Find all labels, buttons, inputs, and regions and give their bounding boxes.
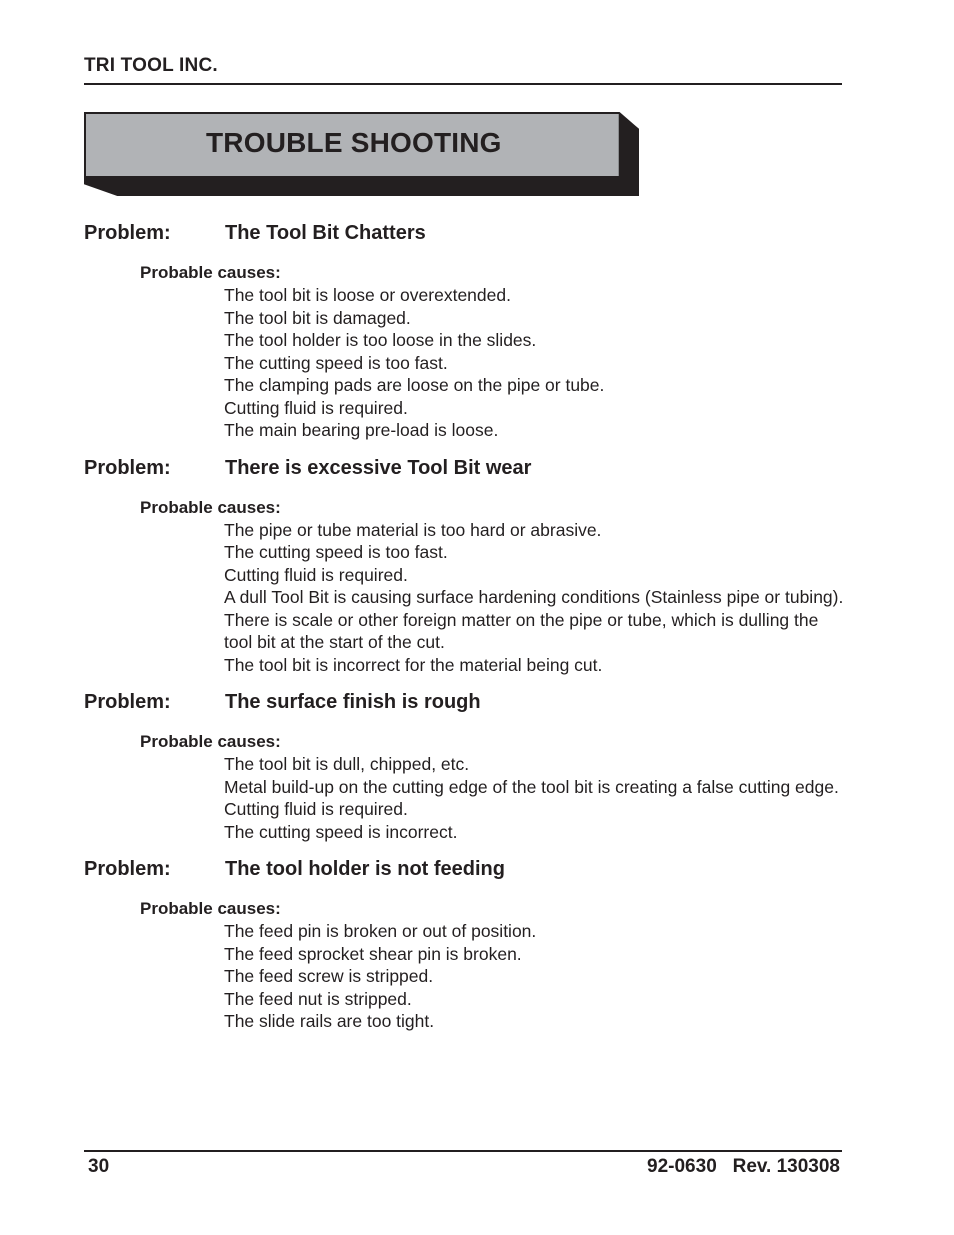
cause-item: The feed screw is stripped.	[224, 966, 434, 986]
cause-item: The clamping pads are loose on the pipe or tube.	[224, 375, 605, 395]
cause-item: The feed pin is broken or out of position.	[224, 921, 537, 941]
cause-item: Cutting fluid is required.	[224, 564, 408, 585]
causes-list	[84, 284, 844, 442]
cause-item: Cutting fluid is required.	[224, 799, 408, 819]
problem-section	[84, 855, 844, 1033]
footer-divider	[84, 1150, 842, 1152]
problem-heading	[84, 688, 844, 716]
causes-list	[84, 519, 844, 677]
cause-item: The tool bit is loose or overextended.	[224, 285, 511, 305]
causes-label: Probable causes:	[140, 497, 281, 517]
problem-heading	[84, 454, 844, 482]
causes-label: Probable causes:	[140, 263, 281, 282]
problem-section	[84, 454, 844, 677]
cause-item: The pipe or tube material is too hard or abrasive.	[224, 519, 602, 540]
cause-item: The cutting speed is too fast.	[224, 542, 448, 562]
causes-label: Probable causes:	[140, 732, 281, 751]
cause-item: The tool bit is damaged.	[224, 307, 411, 328]
cause-item: The feed sprocket shear pin is broken.	[224, 943, 522, 964]
header-divider	[84, 83, 842, 85]
problem-heading	[84, 219, 844, 247]
cause-item: The cutting speed is too fast.	[224, 352, 448, 373]
cause-item: Metal build-up on the cutting edge of the tool bit is creating a false cutting edge.	[224, 776, 839, 797]
company-name: TRI TOOL INC.	[84, 55, 218, 76]
problem-heading	[84, 855, 844, 883]
causes-list	[84, 753, 844, 843]
problem-label: Problem:	[84, 456, 171, 479]
causes-label: Probable causes:	[140, 899, 281, 918]
cause-item: The tool bit is incorrect for the material being cut.	[224, 654, 603, 675]
cause-item: There is scale or other foreign matter on the pipe or tube, which is dulling the tool bit at the start of the cut.	[224, 609, 819, 652]
problem-section	[84, 688, 844, 843]
page-title: TROUBLE SHOOTING	[206, 127, 502, 158]
causes-list	[84, 920, 844, 1033]
cause-item: The cutting speed is incorrect.	[224, 821, 458, 842]
problem-label: Problem:	[84, 691, 171, 713]
problem-title: The tool holder is not feeding	[225, 858, 505, 880]
document-revision: 92-0630 Rev. 130308	[647, 1156, 840, 1177]
problem-title: The surface finish is rough	[225, 691, 481, 713]
cause-item: The tool holder is too loose in the slides.	[224, 330, 537, 350]
cause-item: Cutting fluid is required.	[224, 397, 408, 418]
problem-label: Problem:	[84, 858, 171, 880]
problem-title: The Tool Bit Chatters	[225, 222, 426, 244]
problem-label: Problem:	[84, 222, 171, 244]
cause-item: A dull Tool Bit is causing surface hardening conditions (Stainless pipe or tubing).	[224, 587, 844, 607]
cause-item: The main bearing pre-load is loose.	[224, 420, 499, 440]
cause-item: The feed nut is stripped.	[224, 988, 412, 1009]
problem-section	[84, 219, 844, 442]
cause-item: The slide rails are too tight.	[224, 1011, 435, 1031]
troubleshooting-content	[84, 219, 844, 1045]
cause-item: The tool bit is dull, chipped, etc.	[224, 754, 470, 774]
page-number: 30	[88, 1156, 110, 1177]
problem-title: There is excessive Tool Bit wear	[225, 456, 532, 479]
